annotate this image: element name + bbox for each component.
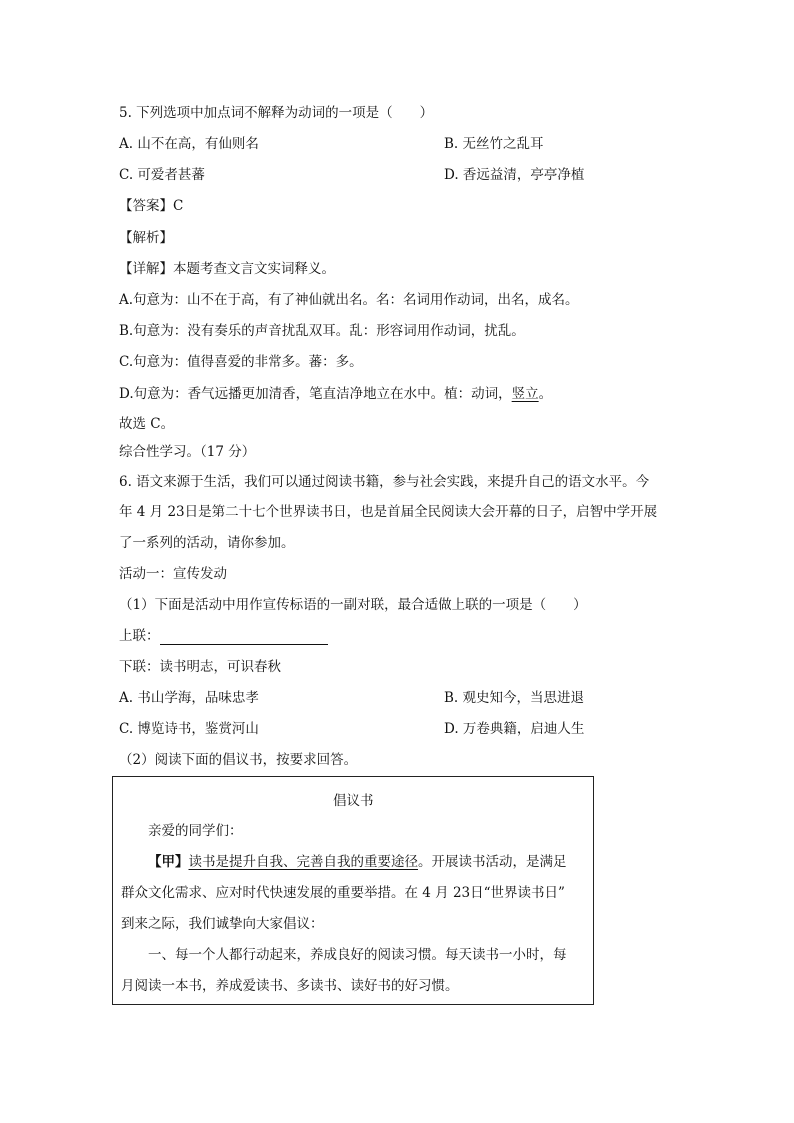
q5-explanation-a: A.句意为：山不在于高，有了神仙就出名。名：名词用作动词，出名，成名。 bbox=[119, 292, 579, 308]
q5-detail: 【详解】本题考查文言文实词释义。 bbox=[119, 261, 335, 277]
proposal-title: 倡议书 bbox=[333, 793, 374, 809]
q5-answer: 【答案】C bbox=[119, 198, 184, 214]
q6-option-b: B. 观史知今，当思进退 bbox=[444, 690, 585, 706]
proposal-para1-line2: 群众文化需求、应对时代快速发展的重要举措。在 4 月 23日“世界读书日” bbox=[121, 885, 565, 901]
q5-option-b: B. 无丝竹之乱耳 bbox=[444, 136, 544, 152]
q5-stem: 5. 下列选项中加点词不解释为动词的一项是（ ） bbox=[119, 105, 434, 121]
upper-couplet-blank bbox=[160, 630, 328, 645]
q6-option-a: A. 书山学海，品味忠孝 bbox=[119, 690, 259, 706]
section-heading: 综合性学习。（17 分） bbox=[119, 444, 256, 460]
q6-stem-line-3: 了一系列的活动，请你参加。 bbox=[119, 535, 295, 551]
upper-couplet-line bbox=[119, 627, 328, 645]
proposal-para1-line1 bbox=[148, 853, 567, 871]
q5-explanation-d-end: 。 bbox=[538, 386, 553, 402]
proposal-greeting: 亲爱的同学们： bbox=[148, 823, 243, 839]
q6-stem-line-1: 6. 语文来源于生活，我们可以通过阅读书籍，参与社会实践，来提升自己的语文水平。今 bbox=[119, 474, 650, 490]
q5-explanation-d-underlined: 竖立 bbox=[511, 386, 539, 402]
q6-sub2-stem: （2）阅读下面的倡议书，按要求回答。 bbox=[119, 752, 358, 768]
lower-couplet: 下联：读书明志，可识春秋 bbox=[119, 659, 281, 675]
q6-option-c: C. 博览诗书，鉴赏河山 bbox=[119, 721, 259, 737]
q6-stem-line-2: 年 4 月 23日是第二十七个世界读书日，也是首届全民阅读大会开幕的日子，启智中学开展 bbox=[119, 504, 658, 520]
proposal-para1-rest: 。开展读书活动，是满足 bbox=[418, 854, 567, 870]
q5-analysis-title: 【解析】 bbox=[119, 230, 173, 246]
q5-explanation-c: C.句意为：值得喜爱的非常多。蕃：多。 bbox=[119, 354, 363, 370]
upper-couplet-label: 上联： bbox=[119, 628, 160, 644]
q5-option-c: C. 可爱者甚蕃 bbox=[119, 167, 205, 183]
q6-sub1-stem: （1）下面是活动中用作宣传标语的一副对联，最合适做上联的一项是（ ） bbox=[119, 597, 587, 613]
proposal-para1-line3: 到来之际，我们诚挚向大家倡议： bbox=[121, 916, 324, 932]
q5-explanation-b: B.句意为：没有奏乐的声音扰乱双耳。乱：形容词用作动词，扰乱。 bbox=[119, 323, 525, 339]
jia-underlined-sentence: 读书是提升自我、完善自我的重要途径 bbox=[188, 854, 418, 870]
q5-conclusion: 故选 C。 bbox=[119, 416, 175, 432]
q5-option-a: A. 山不在高，有仙则名 bbox=[119, 136, 259, 152]
q5-option-d: D. 香远益清，亭亭净植 bbox=[444, 167, 585, 183]
proposal-box bbox=[112, 776, 594, 1005]
jia-marker: 【甲】 bbox=[148, 854, 189, 870]
proposal-para2-line2: 月阅读一本书，养成爱读书、多读书、读好书的好习惯。 bbox=[121, 978, 459, 994]
q6-option-d: D. 万卷典籍，启迪人生 bbox=[444, 721, 585, 737]
q5-explanation-d bbox=[119, 385, 552, 403]
proposal-para2-line1: 一、每一个人都行动起来，养成良好的阅读习惯。每天读书一小时，每 bbox=[148, 947, 567, 963]
q5-explanation-d-text: D.句意为：香气远播更加清香，笔直洁净地立在水中。植：动词， bbox=[119, 386, 512, 402]
activity-heading: 活动一：宣传发动 bbox=[119, 566, 227, 582]
